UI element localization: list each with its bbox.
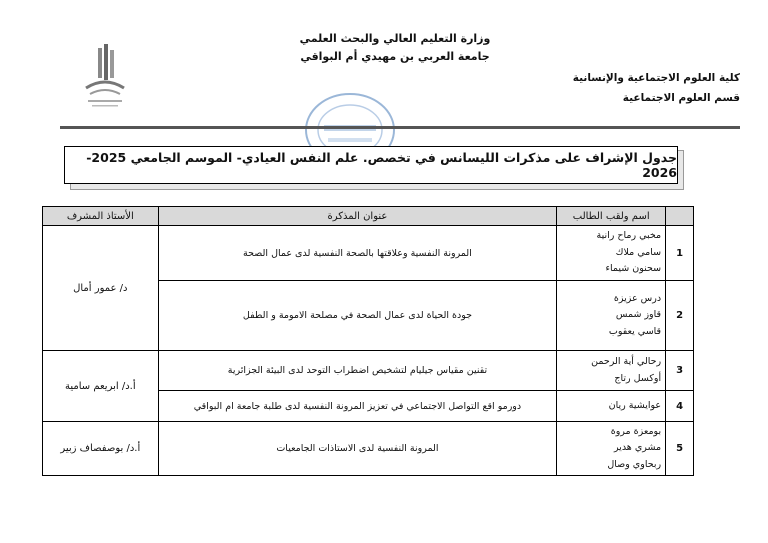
student-name: سحنون شيماء	[605, 263, 662, 275]
supervisor-name: أ.د/ ابريعم سامية	[64, 380, 136, 392]
student-name: قاسي يعقوب	[608, 325, 662, 337]
row-number: 1	[666, 226, 694, 281]
student-names	[557, 391, 666, 422]
ministry-name: وزارة التعليم العالي والبحث العلمي	[299, 32, 491, 45]
supervisor-cell	[43, 351, 159, 422]
student-names	[557, 351, 666, 391]
thesis-title: جودة الحياة لدى عمال الصحة في مصلحة الامومة و الطفل	[158, 281, 557, 351]
table-row	[43, 422, 694, 476]
thesis-title: المرونة النفسية وعلاقتها بالصحة النفسية لدى عمال الصحة	[158, 226, 557, 281]
header-thesis-title: عنوان المذكرة	[158, 207, 557, 226]
row-number: 2	[666, 281, 694, 351]
supervisor-name: أ.د/ بوصفصاف زبير	[60, 443, 141, 454]
student-name: مشري هدير	[613, 442, 662, 454]
table-row	[43, 351, 694, 391]
supervisor-cell	[43, 422, 159, 476]
header-divider	[60, 126, 740, 129]
table-row	[43, 226, 694, 281]
header-student-name: اسم ولقب الطالب	[557, 207, 666, 226]
student-name: عوايشية ريان	[608, 399, 662, 411]
table-header-row	[43, 207, 694, 226]
faculty-header	[560, 68, 740, 108]
ministry-header	[250, 30, 540, 66]
student-name: أوكسل رتاج	[614, 372, 662, 384]
supervisor-cell	[43, 226, 159, 351]
thesis-title: دورمو اقع التواصل الاجتماعي في تعزيز المرونة النفسية لدى طلبة جامعة ام البواقي	[158, 391, 557, 422]
header-number	[666, 207, 694, 226]
student-name: قاوز شمس	[615, 309, 662, 321]
header-supervisor: الأستاذ المشرف	[43, 207, 159, 226]
student-name: ربحاوي وصال	[607, 458, 662, 470]
row-number: 5	[666, 422, 694, 476]
student-names	[557, 281, 666, 351]
student-name: مخبي رماح رانية	[596, 230, 662, 242]
department-name: قسم العلوم الاجتماعية	[622, 92, 740, 104]
faculty-name: كلية العلوم الاجتماعية والإنسانية	[572, 72, 740, 84]
thesis-title: تقنين مقياس جيليام لتشخيص اضطراب التوحد لدى البيئة الجزائرية	[158, 351, 557, 391]
university-name: جامعة العربي بن مهيدي أم البواقي	[300, 50, 490, 63]
student-name: درس عزيزة	[613, 292, 662, 304]
university-logo	[80, 40, 130, 110]
row-number: 4	[666, 391, 694, 422]
student-name: سامي ملاك	[615, 246, 662, 258]
student-name: رحالي أية الرحمن	[591, 356, 662, 367]
thesis-title: المرونة النفسية لدى الاستاذات الجامعيات	[158, 422, 557, 476]
supervision-table	[42, 206, 694, 476]
student-name: بومعزة مروة	[610, 425, 662, 437]
student-names	[557, 422, 666, 476]
supervisor-name: د/ عمور أمال	[73, 282, 128, 294]
student-names	[557, 226, 666, 281]
row-number: 3	[666, 351, 694, 391]
document-title: جدول الإشراف على مذكرات الليسانس في تخصص. علم النفس العيادي- الموسم الجامعي 2025- 2026	[64, 146, 678, 184]
